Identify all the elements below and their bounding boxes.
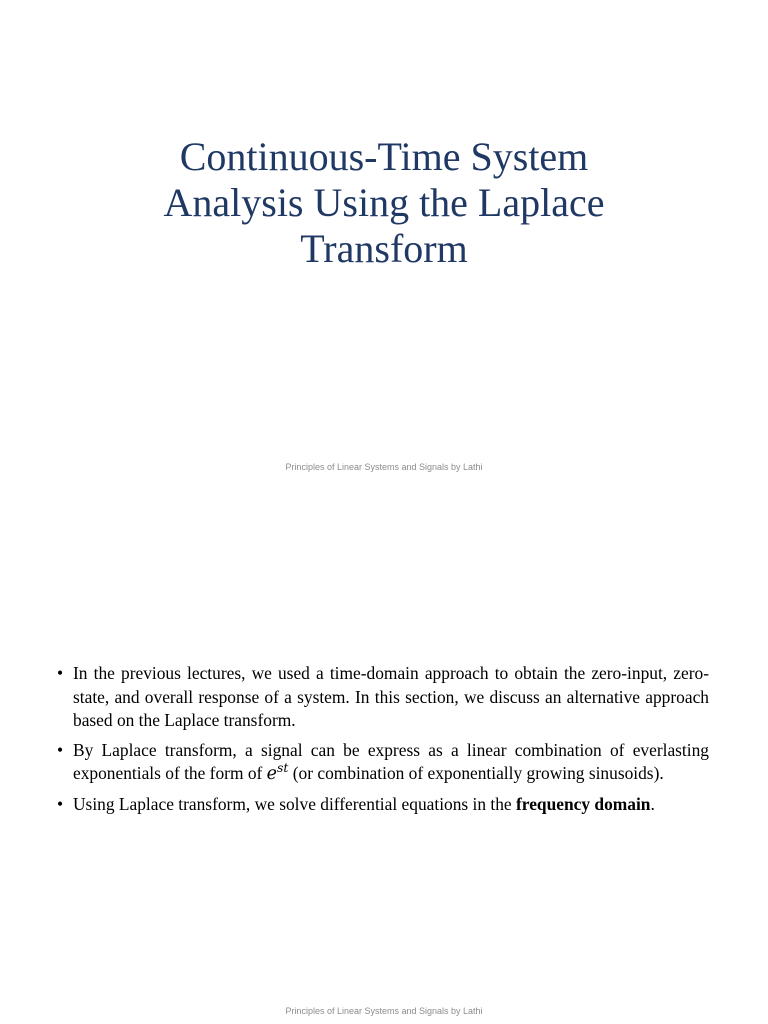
bullet-text: In the previous lectures, we used a time-domain approach to obtain the zero-input, zero-state, and overall response of a system. In this section, we discuss an alternative approach based on the Laplace transform. xyxy=(73,663,709,730)
bullet-marker: • xyxy=(57,663,64,683)
slide-footer: Principles of Linear Systems and Signals by Lathi xyxy=(285,462,483,472)
slide-title-heading xyxy=(0,134,768,272)
bold-term: frequency domain xyxy=(516,793,651,814)
math-exponent: st xyxy=(276,760,289,776)
bullet-text-after: . xyxy=(650,793,655,814)
bullet-item-1 xyxy=(57,662,709,733)
bullet-marker: • xyxy=(57,739,64,760)
slide-content xyxy=(0,512,768,1024)
bullet-item-2 xyxy=(57,739,709,787)
bullet-marker: • xyxy=(57,793,64,814)
math-base: e xyxy=(266,764,277,784)
title-line-3: Transform xyxy=(300,226,468,271)
bullet-list xyxy=(57,662,709,822)
slide-footer: Principles of Linear Systems and Signals by Lathi xyxy=(285,1006,483,1016)
bullet-item-3 xyxy=(57,793,709,817)
bullet-text-before: By Laplace transform, a signal can be express as a linear combination of everlasting exponentials of the form of xyxy=(73,739,709,783)
title-line-1: Continuous-Time System xyxy=(179,134,589,179)
bullet-text-before: Using Laplace transform, we solve differential equations in the xyxy=(73,793,517,814)
title-line-2: Analysis Using the Laplace xyxy=(163,180,605,225)
bullet-text-after: (or combination of exponentially growing sinusoids). xyxy=(288,763,664,783)
math-expression xyxy=(266,760,289,784)
